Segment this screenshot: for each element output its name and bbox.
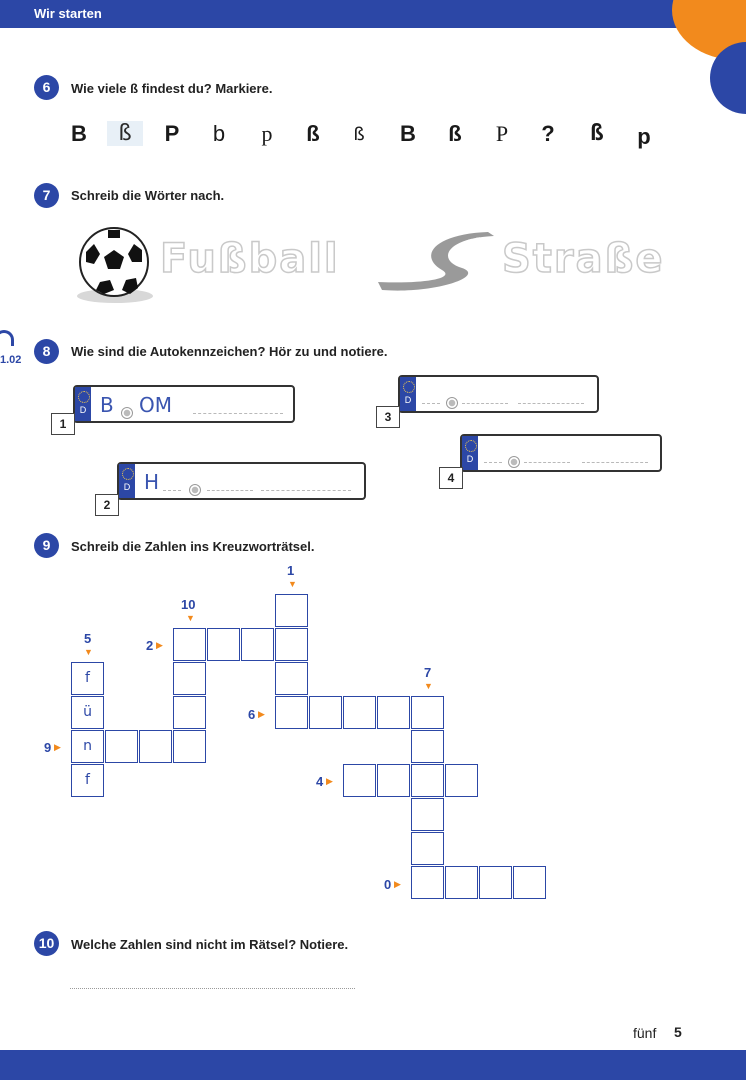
letter-item[interactable]: B: [71, 121, 87, 146]
exercise-instruction: Wie viele ß findest du? Markiere.: [71, 81, 273, 96]
plate-city-code: H: [144, 470, 160, 494]
exercise-number: 9: [34, 533, 59, 558]
registration-seal-icon: [189, 484, 201, 496]
crossword-cell[interactable]: [411, 866, 444, 899]
word-to-trace: Fußball: [160, 236, 340, 282]
exercise-instruction: Schreib die Wörter nach.: [71, 188, 225, 203]
eu-flag-strip: D: [400, 377, 416, 411]
crossword-cell[interactable]: [445, 764, 478, 797]
letter-item[interactable]: B: [400, 121, 416, 146]
exercise-instruction: Schreib die Zahlen ins Kreuzworträtsel.: [71, 539, 315, 554]
answer-blank: [484, 462, 502, 463]
arrow-right-icon: ▶: [394, 879, 401, 889]
answer-blank: [422, 403, 440, 404]
crossword-cell[interactable]: [445, 866, 478, 899]
arrow-down-icon: ▼: [288, 579, 297, 589]
crossword-cell[interactable]: [377, 696, 410, 729]
arrow-down-icon: ▼: [186, 613, 195, 623]
license-plate-field[interactable]: [460, 434, 662, 472]
exercise-instruction: Wie sind die Autokennzeichen? Hör zu und notiere.: [71, 344, 388, 359]
clue-label-across: 6: [248, 707, 256, 722]
crossword-cell[interactable]: [411, 696, 444, 729]
crossword-cell[interactable]: [173, 696, 206, 729]
crossword-cell[interactable]: [411, 764, 444, 797]
clue-label-down: 7: [424, 665, 432, 680]
header-bar: [0, 0, 746, 28]
clue-label-down: 10: [181, 597, 196, 612]
arrow-right-icon: ▶: [258, 709, 265, 719]
crossword-cell[interactable]: [105, 730, 138, 763]
letter-item[interactable]: ß: [590, 121, 604, 146]
crossword-cell[interactable]: [479, 866, 512, 899]
clue-label-across: 9: [44, 740, 52, 755]
eu-flag-strip: D: [462, 436, 478, 470]
plate-number-label: 4: [439, 467, 463, 489]
soccer-ball-image: [74, 224, 156, 306]
answer-blank: [207, 490, 253, 491]
crossword-cell[interactable]: [411, 798, 444, 831]
plate-city-code: B: [100, 393, 114, 417]
eu-flag-strip: D: [75, 387, 91, 421]
clue-label-across: 2: [146, 638, 154, 653]
crossword-cell[interactable]: f: [71, 662, 104, 695]
arrow-down-icon: ▼: [84, 647, 93, 657]
registration-seal-icon: [121, 407, 133, 419]
crossword-cell[interactable]: [377, 764, 410, 797]
crossword-cell[interactable]: [139, 730, 172, 763]
answer-line[interactable]: [70, 988, 355, 989]
license-plate-field[interactable]: [398, 375, 599, 413]
clue-label-across: 4: [316, 774, 324, 789]
crossword-cell[interactable]: [275, 662, 308, 695]
crossword-cell[interactable]: [173, 628, 206, 661]
clue-label-down: 1: [287, 563, 295, 578]
exercise-number: 8: [34, 339, 59, 364]
letter-item[interactable]: P: [495, 121, 509, 146]
eu-flag-strip: D: [119, 464, 135, 498]
section-title: Wir starten: [34, 6, 102, 21]
letter-item[interactable]: b: [212, 121, 226, 146]
license-plate-field[interactable]: [73, 385, 295, 423]
crossword-cell[interactable]: [275, 594, 308, 627]
letter-item[interactable]: P: [164, 121, 180, 146]
exercise-number: 10: [34, 931, 59, 956]
crossword-cell[interactable]: n: [71, 730, 104, 763]
plate-letters: OM: [139, 393, 172, 417]
clue-label-down: 5: [84, 631, 92, 646]
letter-item[interactable]: p: [637, 124, 651, 149]
crossword-cell[interactable]: [343, 696, 376, 729]
arrow-right-icon: ▶: [54, 742, 61, 752]
crossword-cell[interactable]: [207, 628, 240, 661]
plate-number-label: 1: [51, 413, 75, 435]
crossword-cell[interactable]: [241, 628, 274, 661]
footer-bar: [0, 1050, 746, 1080]
word-to-trace: Straße: [502, 236, 665, 282]
exercise-number: 6: [34, 75, 59, 100]
answer-blank: [193, 413, 283, 414]
clue-label-across: 0: [384, 877, 392, 892]
letter-item[interactable]: ?: [541, 121, 555, 146]
crossword-cell[interactable]: [275, 628, 308, 661]
arrow-right-icon: ▶: [156, 640, 163, 650]
page-number: 5: [674, 1024, 682, 1040]
registration-seal-icon: [508, 456, 520, 468]
crossword-cell[interactable]: [411, 832, 444, 865]
letter-item[interactable]: ß: [353, 124, 365, 145]
answer-blank: [524, 462, 570, 463]
answer-blank: [261, 490, 351, 491]
crossword-cell[interactable]: [343, 764, 376, 797]
license-plate-field[interactable]: [117, 462, 366, 500]
letter-item[interactable]: ß: [306, 121, 320, 146]
crossword-cell[interactable]: [173, 662, 206, 695]
crossword-cell[interactable]: [309, 696, 342, 729]
road-image: [376, 232, 500, 300]
crossword-cell[interactable]: [275, 696, 308, 729]
headphones-icon[interactable]: [0, 330, 14, 346]
arrow-right-icon: ▶: [326, 776, 333, 786]
answer-blank: [582, 462, 648, 463]
audio-track-number: 1.02: [0, 354, 22, 366]
letter-item[interactable]: ß: [107, 121, 143, 146]
answer-blank: [163, 490, 181, 491]
registration-seal-icon: [446, 397, 458, 409]
page-number-word: fünf: [633, 1025, 657, 1041]
answer-blank: [518, 403, 584, 404]
plate-number-label: 3: [376, 406, 400, 428]
crossword-cell[interactable]: f: [71, 764, 104, 797]
letter-item[interactable]: p: [261, 121, 273, 146]
arrow-down-icon: ▼: [424, 681, 433, 691]
letter-item[interactable]: ß: [448, 121, 462, 146]
crossword-cell[interactable]: [411, 730, 444, 763]
crossword-cell[interactable]: ü: [71, 696, 104, 729]
answer-blank: [462, 403, 508, 404]
crossword-cell[interactable]: [513, 866, 546, 899]
crossword-cell[interactable]: [173, 730, 206, 763]
exercise-instruction: Welche Zahlen sind nicht im Rätsel? Notiere.: [71, 937, 349, 952]
exercise-number: 7: [34, 183, 59, 208]
plate-number-label: 2: [95, 494, 119, 516]
